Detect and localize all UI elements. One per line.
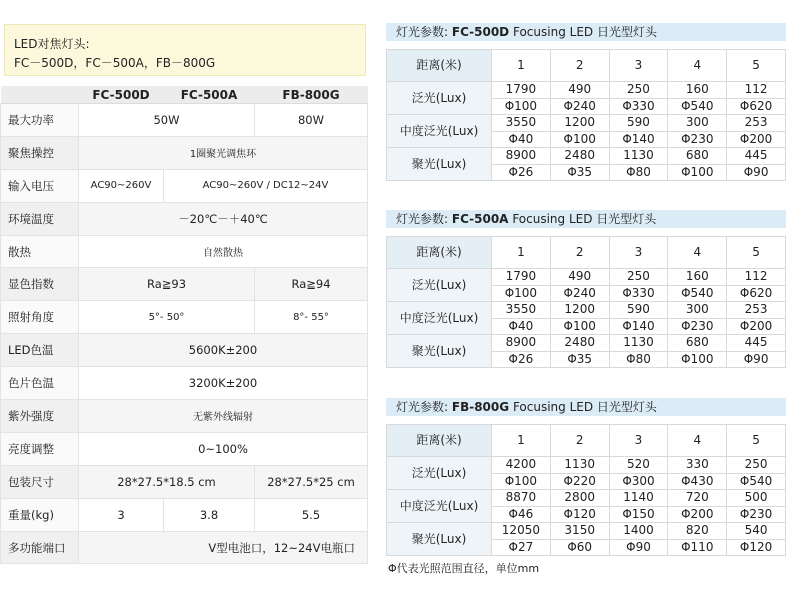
diameter-value: Φ100 [668,164,727,181]
diameter-value: Φ100 [492,98,551,115]
diameter-value: Φ150 [609,506,668,523]
spec-label: 散热 [1,235,79,268]
lux-value: 1200 [550,302,609,319]
diameter-value: Φ120 [727,539,786,556]
lux-value: 253 [727,302,786,319]
distance-cell: 5 [727,237,786,269]
diameter-value: Φ80 [609,351,668,368]
lux-value: 490 [550,82,609,99]
title-suffix: Focusing LED 日光型灯头 [512,212,657,226]
lux-value: 720 [668,490,727,507]
diameter-value: Φ110 [668,539,727,556]
diameter-value: Φ46 [492,506,551,523]
spec-label: 重量(kg) [1,498,79,531]
diameter-value: Φ540 [668,98,727,115]
distance-header: 距离(米) [387,50,492,82]
lux-value: 590 [609,115,668,132]
lux-value: 3550 [492,302,551,319]
lux-value: 8870 [492,490,551,507]
lux-value: 12050 [492,523,551,540]
lux-row [387,523,786,540]
lux-value: 8900 [492,148,551,165]
lux-value: 2480 [550,335,609,352]
mode-label: 中度泛光(Lux) [387,302,492,335]
spec-label: 显色指数 [1,268,79,301]
title-model: FC-500D [451,25,510,39]
spec-label: LED色温 [1,334,79,367]
diameter-value: Φ60 [550,539,609,556]
intro-title: LED对焦灯头: [14,37,90,51]
mode-label: 聚光(Lux) [387,148,492,181]
diameter-value: Φ230 [668,318,727,335]
diameter-value: Φ230 [727,506,786,523]
mode-label: 中度泛光(Lux) [387,490,492,523]
diameter-value: Φ35 [550,164,609,181]
distance-header: 距离(米) [387,425,492,457]
diameter-value: Φ200 [727,131,786,148]
mode-label: 聚光(Lux) [387,335,492,368]
model-header: FC-500D [79,86,164,104]
spec-row [1,169,368,202]
spec-row [1,268,368,301]
spec-label: 紫外强度 [1,400,79,433]
distance-cell: 4 [668,425,727,457]
spec-value: AC90~260V / DC12~24V [164,169,368,202]
lux-value: 1130 [609,335,668,352]
spec-value: 3.8 [164,498,255,531]
diameter-value: Φ620 [727,285,786,302]
distance-cell: 2 [550,237,609,269]
intro-box [4,24,366,76]
lux-value: 1140 [609,490,668,507]
lux-value: 2800 [550,490,609,507]
distance-cell: 5 [727,50,786,82]
lux-value: 680 [668,148,727,165]
spec-label: 环境温度 [1,202,79,235]
diameter-value: Φ27 [492,539,551,556]
lux-table [386,49,786,181]
lux-table-title [386,398,786,416]
lux-header-row [387,50,786,82]
diameter-value: Φ140 [609,131,668,148]
spec-value: 1圈聚光调焦环 [79,136,368,169]
diameter-value: Φ120 [550,506,609,523]
lux-value: 112 [727,269,786,286]
diameter-value: Φ240 [550,285,609,302]
spec-value: 50W [79,104,255,137]
spec-value: AC90~260V [79,169,164,202]
lux-row [387,269,786,286]
spec-label: 聚焦操控 [1,136,79,169]
spec-value: 3 [79,498,164,531]
lux-header-row [387,237,786,269]
distance-cell: 1 [492,50,551,82]
spec-value: 28*27.5*25 cm [255,465,368,498]
spec-row [1,104,368,137]
diameter-value: Φ100 [550,318,609,335]
title-model: FB-800G [451,400,510,414]
mode-label: 泛光(Lux) [387,269,492,302]
diameter-value: Φ540 [668,285,727,302]
diameter-value: Φ300 [609,473,668,490]
spec-value: 8°- 55° [255,301,368,334]
lux-value: 112 [727,82,786,99]
lux-value: 3150 [550,523,609,540]
lux-row [387,148,786,165]
lux-table-title [386,210,786,228]
lux-value: 250 [727,457,786,474]
distance-cell: 1 [492,425,551,457]
spec-value: Ra≧93 [79,268,255,301]
distance-cell: 3 [609,237,668,269]
diameter-value: Φ90 [727,164,786,181]
lux-table-title [386,23,786,41]
diameter-value: Φ100 [492,473,551,490]
lux-value: 3550 [492,115,551,132]
spec-value: 28*27.5*18.5 cm [79,465,255,498]
spec-header-row [1,86,368,104]
lux-value: 1400 [609,523,668,540]
distance-cell: 2 [550,50,609,82]
mode-label: 中度泛光(Lux) [387,115,492,148]
lux-value: 250 [609,82,668,99]
lux-value: 680 [668,335,727,352]
distance-cell: 3 [609,50,668,82]
lux-value: 500 [727,490,786,507]
spec-value: 无紫外线辐射 [79,400,368,433]
footnote: Φ代表光照范围直径，单位mm [388,562,540,575]
lux-value: 330 [668,457,727,474]
spec-value: V型电池口，12~24V电瓶口 [79,531,368,564]
diameter-value: Φ140 [609,318,668,335]
spec-row [1,301,368,334]
distance-header: 距离(米) [387,237,492,269]
diameter-value: Φ35 [550,351,609,368]
title-prefix: 灯光参数: [396,212,449,226]
spec-value: Ra≧94 [255,268,368,301]
lux-value: 300 [668,115,727,132]
diameter-value: Φ240 [550,98,609,115]
diameter-value: Φ200 [668,506,727,523]
mode-label: 泛光(Lux) [387,457,492,490]
title-suffix: Focusing LED 日光型灯头 [512,400,657,414]
distance-cell: 4 [668,237,727,269]
lux-value: 8900 [492,335,551,352]
diameter-value: Φ26 [492,164,551,181]
spec-row [1,531,368,564]
spec-label: 包装尺寸 [1,465,79,498]
diameter-value: Φ26 [492,351,551,368]
mode-label: 聚光(Lux) [387,523,492,556]
mode-label: 泛光(Lux) [387,82,492,115]
lux-row [387,457,786,474]
lux-value: 820 [668,523,727,540]
lux-value: 1130 [550,457,609,474]
lux-row [387,490,786,507]
spec-value: 0~100% [79,432,368,465]
spec-label: 最大功率 [1,104,79,137]
spec-row [1,498,368,531]
lux-value: 490 [550,269,609,286]
spec-row [1,465,368,498]
distance-cell: 3 [609,425,668,457]
spec-row [1,432,368,465]
title-prefix: 灯光参数: [396,25,449,39]
lux-value: 1130 [609,148,668,165]
diameter-value: Φ100 [550,131,609,148]
spec-value: 5600K±200 [79,334,368,367]
spec-value: 80W [255,104,368,137]
spec-value: 5°- 50° [79,301,255,334]
spec-value: 5.5 [255,498,368,531]
distance-cell: 2 [550,425,609,457]
spec-row [1,400,368,433]
spec-row [1,235,368,268]
lux-value: 590 [609,302,668,319]
spec-row [1,334,368,367]
lux-value: 540 [727,523,786,540]
spec-value: －20℃－＋40℃ [79,202,368,235]
diameter-value: Φ220 [550,473,609,490]
lux-value: 445 [727,148,786,165]
lux-row [387,115,786,132]
model-header: FC-500A [164,86,255,104]
lux-row [387,335,786,352]
lux-value: 4200 [492,457,551,474]
spec-header-blank [1,86,79,104]
diameter-value: Φ230 [668,131,727,148]
spec-label: 多功能端口 [1,531,79,564]
spec-table [0,86,368,564]
diameter-value: Φ40 [492,318,551,335]
diameter-value: Φ200 [727,318,786,335]
spec-row [1,367,368,400]
title-prefix: 灯光参数: [396,400,449,414]
lux-row [387,302,786,319]
spec-label: 色片色温 [1,367,79,400]
diameter-value: Φ430 [668,473,727,490]
lux-value: 253 [727,115,786,132]
spec-row [1,202,368,235]
diameter-value: Φ330 [609,285,668,302]
lux-value: 445 [727,335,786,352]
distance-cell: 4 [668,50,727,82]
diameter-value: Φ100 [492,285,551,302]
diameter-value: Φ330 [609,98,668,115]
diameter-value: Φ620 [727,98,786,115]
title-suffix: Focusing LED 日光型灯头 [512,25,657,39]
diameter-value: Φ90 [609,539,668,556]
distance-cell: 5 [727,425,786,457]
lux-value: 520 [609,457,668,474]
lux-row [387,82,786,99]
spec-label: 输入电压 [1,169,79,202]
diameter-value: Φ90 [727,351,786,368]
lux-value: 160 [668,269,727,286]
intro-models: FC－500D，FC－500A，FB－800G [14,56,216,70]
spec-row [1,136,368,169]
model-header: FB-800G [255,86,368,104]
lux-value: 2480 [550,148,609,165]
lux-value: 250 [609,269,668,286]
lux-value: 1790 [492,82,551,99]
title-model: FC-500A [451,212,509,226]
spec-label: 照射角度 [1,301,79,334]
spec-value: 3200K±200 [79,367,368,400]
lux-value: 160 [668,82,727,99]
lux-value: 1790 [492,269,551,286]
lux-header-row [387,425,786,457]
diameter-value: Φ540 [727,473,786,490]
diameter-value: Φ100 [668,351,727,368]
diameter-value: Φ40 [492,131,551,148]
spec-label: 亮度调整 [1,432,79,465]
lux-table [386,424,786,556]
distance-cell: 1 [492,237,551,269]
diameter-value: Φ80 [609,164,668,181]
spec-value: 自然散热 [79,235,368,268]
lux-table [386,236,786,368]
lux-value: 1200 [550,115,609,132]
lux-value: 300 [668,302,727,319]
